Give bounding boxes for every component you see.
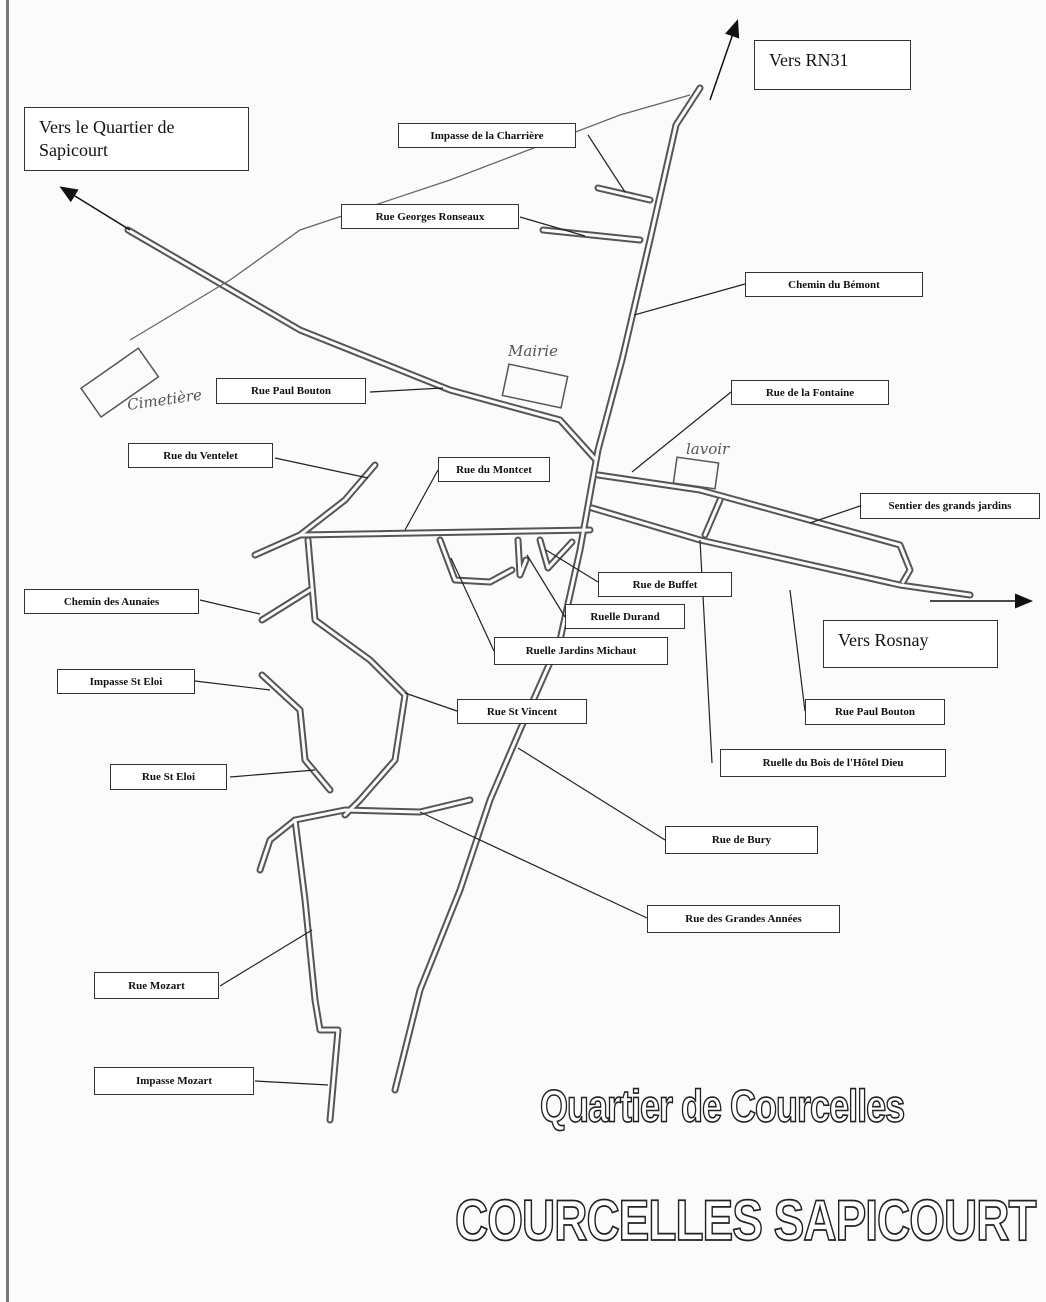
title-commune: COURCELLES SAPICOURT xyxy=(455,1187,1036,1253)
label-rue-st-eloi: Rue St Eloi xyxy=(110,764,227,790)
label-impasse-charriere: Impasse de la Charrière xyxy=(398,123,576,148)
mairie-label: Mairie xyxy=(508,342,558,360)
title-quartier: Quartier de Courcelles xyxy=(540,1080,905,1132)
label-ruelle-bois-hotel-dieu: Ruelle du Bois de l'Hôtel Dieu xyxy=(720,749,946,777)
label-ruelle-jardins-michaut: Ruelle Jardins Michaut xyxy=(494,637,668,665)
label-rue-fontaine: Rue de la Fontaine xyxy=(731,380,889,405)
road-fontaine xyxy=(598,475,910,582)
label-sentier-grands-jardins: Sentier des grands jardins xyxy=(860,493,1040,519)
label-rue-ventelet: Rue du Ventelet xyxy=(128,443,273,468)
label-chemin-bemont: Chemin du Bémont xyxy=(745,272,923,297)
label-chemin-aunaies: Chemin des Aunaies xyxy=(24,589,199,614)
label-impasse-mozart: Impasse Mozart xyxy=(94,1067,254,1095)
arrow-rn31 xyxy=(710,22,737,100)
label-rue-paul-bouton-1: Rue Paul Bouton xyxy=(216,378,366,404)
arrow-sapicourt xyxy=(62,188,130,230)
label-vers-sapicourt: Vers le Quartier de Sapicourt xyxy=(24,107,249,171)
lavoir-building xyxy=(673,457,718,489)
label-rue-bury: Rue de Bury xyxy=(665,826,818,854)
label-impasse-st-eloi: Impasse St Eloi xyxy=(57,669,195,694)
road-st-eloi-south xyxy=(260,820,295,870)
label-rue-st-vincent: Rue St Vincent xyxy=(457,699,587,724)
label-ruelle-durand: Ruelle Durand xyxy=(565,604,685,629)
label-rue-buffet: Rue de Buffet xyxy=(598,572,732,597)
mairie-building xyxy=(502,364,567,408)
road-impasse-st-eloi xyxy=(262,675,330,790)
label-rue-georges-ronseaux: Rue Georges Ronseaux xyxy=(341,204,519,229)
lavoir-label: lavoir xyxy=(686,440,730,458)
label-vers-rosnay: Vers Rosnay xyxy=(823,620,998,668)
label-vers-rn31: Vers RN31 xyxy=(754,40,911,90)
label-rue-montcet: Rue du Montcet xyxy=(438,457,550,482)
cimetiere-label: Cimetière xyxy=(126,385,203,414)
road-st-vincent xyxy=(308,540,405,815)
label-rue-grandes-annees: Rue des Grandes Années xyxy=(647,905,840,933)
road-ventelet xyxy=(255,465,375,555)
label-rue-paul-bouton-2: Rue Paul Bouton xyxy=(805,699,945,725)
label-rue-mozart: Rue Mozart xyxy=(94,972,219,999)
